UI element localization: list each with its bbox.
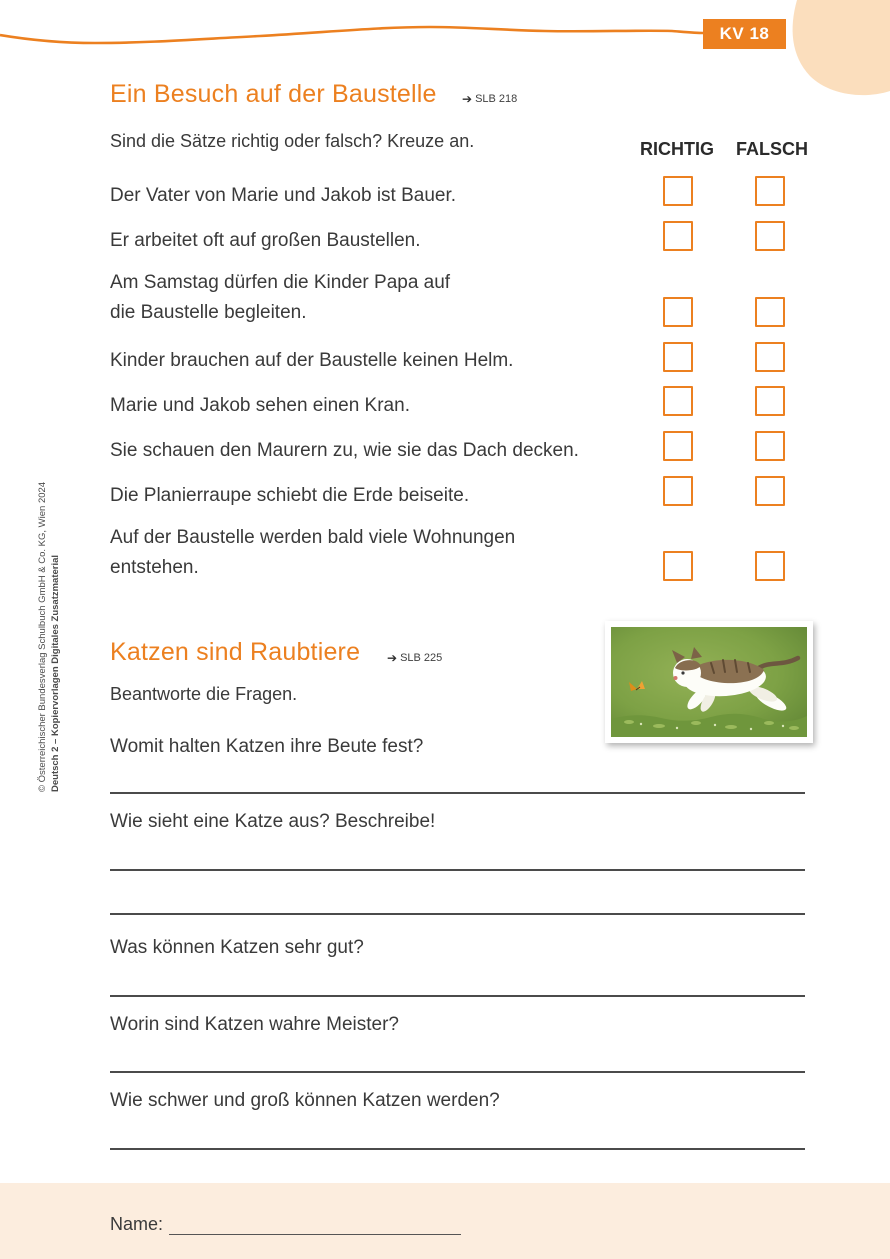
statement-text: Er arbeitet oft auf großen Baustellen. <box>110 230 421 251</box>
kitten-chasing-butterfly-photo <box>605 621 813 743</box>
richtig-checkbox[interactable] <box>663 476 693 506</box>
answer-row <box>663 476 785 506</box>
section2-title: Katzen sind Raubtiere <box>110 638 361 666</box>
answer-line[interactable] <box>110 1148 805 1150</box>
series-text: Deutsch 2 – Kopiervorlagen Digitales Zusatzmaterial <box>50 554 61 792</box>
question-text: Was können Katzen sehr gut? <box>110 937 364 958</box>
section1-slb-ref <box>462 92 517 106</box>
answer-row <box>663 386 785 416</box>
richtig-checkbox[interactable] <box>663 176 693 206</box>
richtig-checkbox[interactable] <box>663 431 693 461</box>
statement-text: Die Planierraupe schiebt die Erde beiseite. <box>110 485 470 506</box>
falsch-checkbox[interactable] <box>755 551 785 581</box>
falsch-checkbox[interactable] <box>755 342 785 372</box>
statement-text: Der Vater von Marie und Jakob ist Bauer. <box>110 185 457 206</box>
corner-blob-shape <box>780 0 890 105</box>
answer-row <box>663 176 785 206</box>
name-row <box>110 1214 461 1235</box>
answer-line[interactable] <box>110 913 805 915</box>
question-text: Womit halten Katzen ihre Beute fest? <box>110 736 424 757</box>
falsch-checkbox[interactable] <box>755 297 785 327</box>
slb-arrow-icon: ➔ <box>462 92 473 106</box>
falsch-checkbox[interactable] <box>755 176 785 206</box>
falsch-checkbox[interactable] <box>755 221 785 251</box>
section2-instruction: Beantworte die Fragen. <box>110 684 298 704</box>
answer-line[interactable] <box>110 995 805 997</box>
statement-text <box>110 523 515 583</box>
name-input-line[interactable] <box>169 1215 461 1235</box>
copyright-text: © Österreichischer Bundesverlag Schulbuch GmbH & Co. KG, Wien 2024 <box>37 481 48 792</box>
falsch-checkbox[interactable] <box>755 431 785 461</box>
slb-arrow-icon: ➔ <box>387 651 398 665</box>
answer-row <box>663 431 785 461</box>
sidebar-imprint <box>36 456 62 792</box>
answer-line[interactable] <box>110 792 805 794</box>
column-header-falsch: FALSCH <box>736 139 808 159</box>
statement-line: entstehen. <box>110 557 199 578</box>
answer-row <box>663 551 785 581</box>
falsch-checkbox[interactable] <box>755 476 785 506</box>
answer-line[interactable] <box>110 1071 805 1073</box>
statement-text: Marie und Jakob sehen einen Kran. <box>110 395 410 416</box>
question-text: Wie schwer und groß können Katzen werden? <box>110 1090 500 1111</box>
question-text: Worin sind Katzen wahre Meister? <box>110 1014 399 1035</box>
statement-text: Kinder brauchen auf der Baustelle keinen Helm. <box>110 350 514 371</box>
question-text: Wie sieht eine Katze aus? Beschreibe! <box>110 811 436 832</box>
statement-line: Auf der Baustelle werden bald viele Wohnungen <box>110 527 516 548</box>
statement-line: die Baustelle begleiten. <box>110 302 307 323</box>
richtig-checkbox[interactable] <box>663 386 693 416</box>
richtig-checkbox[interactable] <box>663 551 693 581</box>
section2-slb-ref <box>387 651 442 665</box>
section1-title: Ein Besuch auf der Baustelle <box>110 80 437 108</box>
kv-number-badge: KV 18 <box>703 19 786 49</box>
richtig-checkbox[interactable] <box>663 342 693 372</box>
kitten-photo-art <box>611 627 807 737</box>
slb-ref-label: SLB 225 <box>400 652 443 664</box>
name-label: Name: <box>110 1214 164 1234</box>
answer-row <box>663 342 785 372</box>
richtig-checkbox[interactable] <box>663 297 693 327</box>
answer-row <box>663 221 785 251</box>
section1-instruction: Sind die Sätze richtig oder falsch? Kreuze an. <box>110 131 475 151</box>
slb-ref-label: SLB 218 <box>475 93 518 105</box>
answer-row <box>663 297 785 327</box>
richtig-checkbox[interactable] <box>663 221 693 251</box>
statement-line: Am Samstag dürfen die Kinder Papa auf <box>110 272 451 293</box>
statement-text: Sie schauen den Maurern zu, wie sie das Dach decken. <box>110 440 579 461</box>
column-header-richtig: RICHTIG <box>640 139 714 159</box>
statement-text <box>110 268 450 328</box>
falsch-checkbox[interactable] <box>755 386 785 416</box>
answer-line[interactable] <box>110 869 805 871</box>
